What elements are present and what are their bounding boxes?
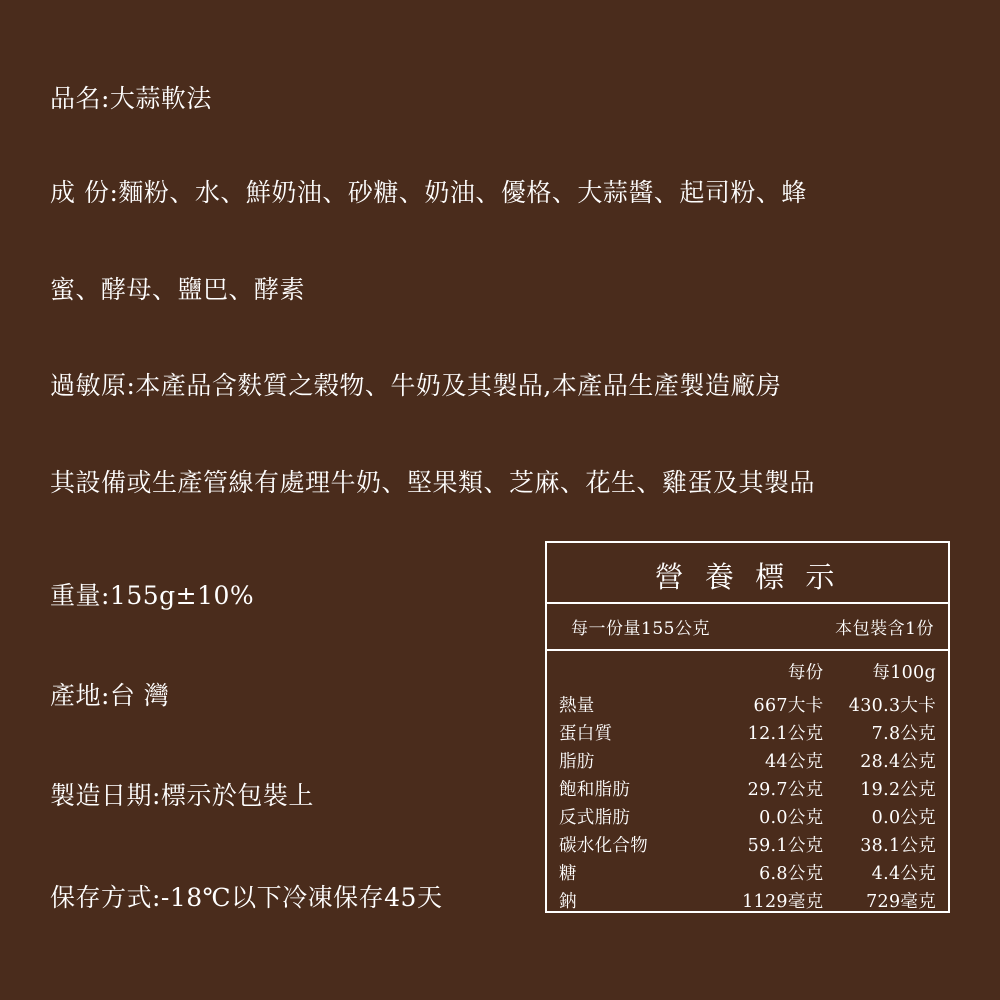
allergen-line-2: 其設備或生產管線有處理牛奶、堅果類、芝麻、花生、雞蛋及其製品 xyxy=(50,468,816,497)
table-row xyxy=(547,718,948,746)
nutrition-table-header xyxy=(547,651,948,690)
origin-line: 產地:台 灣 xyxy=(50,681,170,710)
servings-per-pack: 本包裝含1份 xyxy=(835,619,934,639)
col-header-per-serving: 每份 xyxy=(787,663,824,683)
nutrient-per-serving: 59.1公克 xyxy=(747,835,824,856)
storage-line: 保存方式:-18℃以下冷凍保存45天 xyxy=(50,883,443,912)
nutrition-title: 營 養 標 示 xyxy=(654,560,841,594)
nutrient-per-100g: 4.4公克 xyxy=(871,863,936,884)
nutrient-name: 糖 xyxy=(559,863,577,884)
nutrient-per-100g: 430.3大卡 xyxy=(848,695,936,716)
col-header-nutrient xyxy=(547,651,717,690)
nutrient-name: 反式脂肪 xyxy=(559,807,631,828)
ingredients-line-1: 成 份:麵粉、水、鮮奶油、砂糖、奶油、優格、大蒜醬、起司粉、蜂 xyxy=(50,178,807,207)
nutrient-name: 飽和脂肪 xyxy=(559,779,631,800)
table-row xyxy=(547,886,948,914)
ingredients-line-2: 蜜、酵母、鹽巴、酵素 xyxy=(50,275,306,304)
table-row xyxy=(547,746,948,774)
nutrient-per-serving: 12.1公克 xyxy=(747,723,824,744)
nutrient-per-100g: 7.8公克 xyxy=(871,723,936,744)
nutrient-per-serving: 1129毫克 xyxy=(742,891,824,912)
table-row xyxy=(547,802,948,830)
allergen-line-1: 過敏原:本產品含麩質之榖物、牛奶及其製品,本產品生產製造廠房 xyxy=(50,371,782,400)
nutrient-per-serving: 6.8公克 xyxy=(759,863,824,884)
nutrient-name: 碳水化合物 xyxy=(559,835,648,856)
nutrient-name: 熱量 xyxy=(559,695,595,716)
manufacture-date-line: 製造日期:標示於包裝上 xyxy=(50,781,314,810)
serving-size: 每一份量155公克 xyxy=(571,619,710,639)
table-row xyxy=(547,690,948,718)
nutrient-per-100g: 729毫克 xyxy=(866,891,936,912)
table-row xyxy=(547,830,948,858)
nutrient-name: 蛋白質 xyxy=(559,723,613,744)
serving-info-row xyxy=(547,604,948,649)
nutrition-facts-box xyxy=(545,541,950,913)
col-header-per-100g: 每100g xyxy=(872,663,936,683)
nutrition-table xyxy=(547,651,948,914)
product-name-line: 品名:大蒜軟法 xyxy=(50,84,212,113)
nutrient-name: 鈉 xyxy=(559,891,577,912)
nutrient-per-serving: 44公克 xyxy=(764,751,824,772)
nutrient-name: 脂肪 xyxy=(559,751,595,772)
table-row xyxy=(547,774,948,802)
table-row xyxy=(547,858,948,886)
nutrient-per-100g: 0.0公克 xyxy=(871,807,936,828)
nutrient-per-serving: 0.0公克 xyxy=(759,807,824,828)
nutrient-per-100g: 38.1公克 xyxy=(860,835,936,856)
nutrient-per-serving: 29.7公克 xyxy=(747,779,824,800)
nutrient-per-100g: 19.2公克 xyxy=(860,779,936,800)
nutrient-per-serving: 667大卡 xyxy=(753,695,824,716)
weight-line: 重量:155g±10% xyxy=(50,581,255,610)
nutrient-per-100g: 28.4公克 xyxy=(860,751,936,772)
